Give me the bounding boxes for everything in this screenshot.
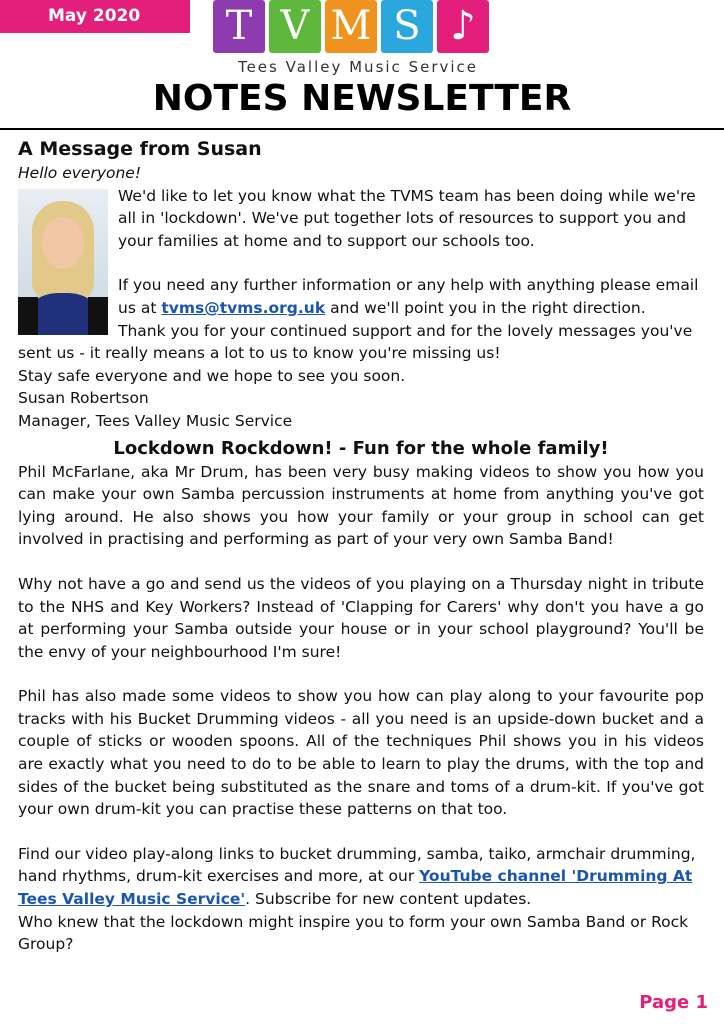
logo-subtitle: Tees Valley Music Service [237,58,479,76]
title-divider [0,128,724,130]
date-badge [0,0,190,33]
signature-role: Manager, Tees Valley Music Service [18,411,293,430]
logo-tile-v: V [269,0,321,53]
rockdown-p4-text-a: Find our video play-along links to bucket drumming, samba, taiko, armchair drumming, hand rhythms, drum-kit exercises and more, at our [18,844,696,886]
susan-p2-text-a: If you need any further information or any help with anything please email us at [118,276,699,317]
rockdown-p4-text-b: . Subscribe for new content updates. [245,890,532,909]
signature-name: Susan Robertson [18,389,149,408]
rockdown-paragraph-4 [18,843,704,911]
susan-paragraph-1: We'd like to let you know what the TVMS team has been doing while we're all in 'lockdown'. We've put together lots of resources to support you and your families at home and to support our schools too. [118,186,696,250]
greeting: Hello everyone! [18,164,142,182]
date-text: May 2020 [48,6,141,26]
logo-tile-s: S [381,0,433,53]
page-content [18,136,704,956]
susan-paragraph-4: Stay safe everyone and we hope to see you soon. [18,366,406,385]
page-number: Page 1 [639,992,708,1013]
susan-paragraph-2 [18,274,704,319]
logo-tile-t: T [213,0,265,53]
susan-p2-text-b: and we'll point you in the right direction. [325,298,646,317]
newsletter-title: NOTES NEWSLETTER [152,78,572,119]
rockdown-paragraph-5: Who knew that the lockdown might inspire you to form your own Samba Band or Rock Group? [18,912,689,954]
logo-tile-m: M [325,0,377,53]
susan-paragraph-3: Thank you for your continued support and for the lovely messages you've sent us - it really means a lot to us to know you're missing us! [18,321,693,363]
rockdown-paragraph-2: Why not have a go and send us the videos of you playing on a Thursday night in tribute to the NHS and Key Workers? Instead of 'Clapping for Carers' why don't you have a go at performing your Samba outside your house or in your school playground? You'll be the envy of your neighbourhood I'm sure! [18,574,704,661]
email-link[interactable]: tvms@tvms.org.uk [161,298,326,317]
susan-heading: A Message from Susan [18,138,262,160]
rockdown-heading: Lockdown Rockdown! - Fun for the whole family! [113,437,609,459]
rockdown-paragraph-3: Phil has also made some videos to show you how can play along to your favourite pop tracks with his Bucket Drumming videos - all you need is an upside-down bucket and a couple of sticks or wooden spoons. All of the techniques Phil shows you in his videos are exactly what you need to do to be able to learn to play the drums, with the top and sides of the bucket being substituted as the snare and toms of a drum-kit. If you've got your own drum-kit you can practise these patterns on that too. [18,687,704,819]
tvms-logo [213,0,489,53]
susan-photo [18,189,108,335]
youtube-channel-link[interactable]: YouTube channel 'Drumming At Tees Valley Music Service' [18,867,693,909]
logo-tile-note-icon: ♪ [437,0,489,53]
rockdown-paragraph-1: Phil McFarlane, aka Mr Drum, has been very busy making videos to show you how you can make your own Samba percussion instruments at home from anything you've got lying around. He also shows you how your family or your group in school can get involved in practising and performing as part of your very own Samba Band! [18,462,704,549]
